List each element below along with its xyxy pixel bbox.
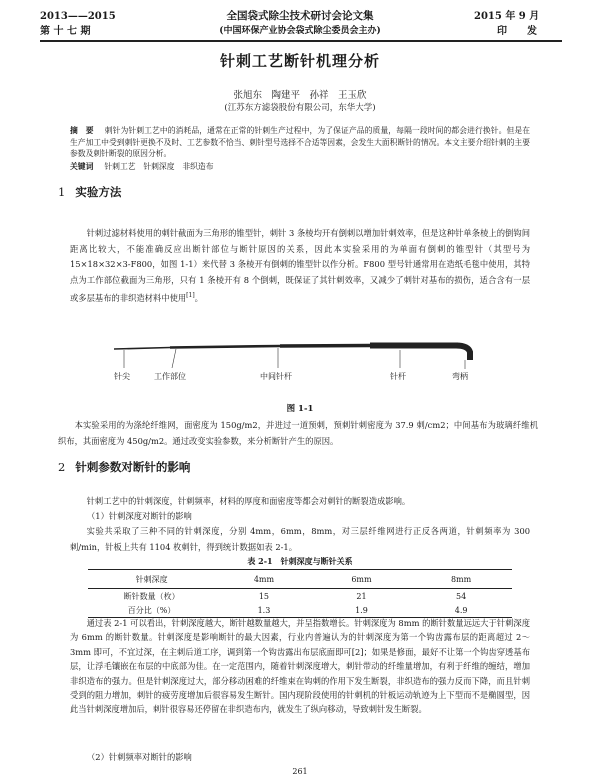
leader-working [172,349,176,368]
section-1-title: 实验方法 [75,185,122,199]
section-1-after-figure-text: 本实验采用的为涤纶纤维网，面密度为 150g/m2，并进过一道预刺，预刺针刺密度为 37.9 刺/cm2；中间基布为玻璃纤维机织布，其面密度为 450g/m2。通过改变实验参数，来分析断针产生的原因。 [58,420,538,446]
needle-middle-shank [280,346,370,347]
table-cell: 4.9 [410,603,512,618]
table-header-row [88,570,512,589]
article-affiliation: (江苏东方滤袋股份有限公司，东华大学) [224,103,376,113]
table-header-cell: 8mm [410,570,512,589]
abstract-text: 刺针为针刺工艺中的消耗品，通常在正常的针刺生产过程中，为了保证产品的质量，每隔一段时间的都会进行换针。但是在生产加工中受到刺针更换不及时、工艺参数不恰当、刺针型号选择不合适等因素，会发生大面积断针的情况。本文主要介绍针刺的主要参数及刺针断裂的原因分析。 [70,126,531,158]
header-proceedings-title: 全国袋式除尘技术研讨会论文集 [226,10,374,22]
section-2-intro [70,494,530,510]
subsection-1-text: 实验共采取了三种不同的针刺深度，分别 4mm，6mm，8mm，对三层纤维网进行正反各两道，针刺频率为 300 刺/min，针板上共有 1104 枚刺针，得到统计数据如表 2-1。 [70,526,530,552]
analysis-text: 通过表 2-1 可以看出，针刺深度越大，断针越数量越大，并呈指数增长。针刺深度为 8mm 的断针数量远远大于针刺深度为 6mm 的断针数量。针刺深度是影响断针的最大因素，行业内普遍认为的针刺深度为第一个钩齿露布层的距离超过 2～3mm 即可，不宜过深，在主刺后道工序，调到第一个钩齿露出布层底面即可[2]；如果是修面，最好不让第一个钩齿穿透基布层，让浮毛镶嵌在布层的中底部为佳。在一定范围内，随着针刺深度增大，刺针带动的纤维量增加，有利于纤维的缠结，增加非织造布的强力。但是针刺深度过大，部分移动困难的纤维束在钩刺的作用下发生断裂，非织造布的强力反而下降，而且针刺受到的阻力增加，刺针的疲劳度增加后很容易发生断针。国内现阶段使用的针刺机的针板运动轨迹为上下型而不是椭圆型，因此当针刺深度增加后，刺针很容易还停留在非织造布内，就发生了纵向移动，导致刺针发生断裂。 [70,618,530,715]
table-header-cell: 6mm [313,570,411,589]
article-authors: 张旭东 陶建平 孙祥 王玉欣 [233,90,367,101]
header-issue: 第 十 七 期 [40,26,91,37]
figure-label-shank: 针杆 [390,372,406,381]
figure-label-working-part: 工作部位 [154,372,186,381]
section-2-intro-text: 针刺工艺中的针刺深度，针刺频率，材料的厚度和面密度等都会对刺针的断裂造成影响。 [86,496,411,506]
citation-1: [1] [186,292,195,300]
section-1-paragraph [70,226,530,307]
keywords [70,161,530,172]
section-2-number: 2 [58,460,66,474]
header-print-mark: 印 发 [497,26,537,37]
section-1-number: 1 [58,185,66,199]
table-cell: 21 [356,591,367,601]
section-1-heading [58,184,121,200]
subsection-1-analysis [70,616,530,717]
table-cell: 1.3 [215,603,313,618]
header-organizer: (中国环保产业协会袋式除尘委员会主办) [219,26,381,36]
section-1-text: 针刺过滤材料使用的刺针截面为三角形的锥型针，刺针 3 条棱均开有倒刺以增加针刺效率，但是这种针单条棱上的倒钩间距离比较大，不能准确反应出断针部位与断针原因的关系，因此本实验采用的为单面有倒刺的锥型针（其型号为 15×18×32×3-F800，如图 1-1）来代替 3 条棱开有倒刺的锥型针以作分析。F800 型号针通常用在造纸毛毯中使用，其特点为工作部位截面为三角形，只有 1 条棱开有 8 个倒刺，既保证了其针刺效率，又减少了刺针对基布的损伤，适合含有一层或多层基布的非织造材料中使用 [70,228,530,304]
subsection-1-paragraph [70,524,530,555]
table-caption: 表 2-1 针刺深度与断针关系 [247,556,353,566]
needle-crank-bend [456,346,470,361]
section-2-heading [58,459,190,475]
table-cell: 15 [258,591,270,601]
table-header-cell: 针刺深度 [88,570,215,589]
table-row [88,589,512,604]
section-2-title: 针刺参数对断针的影响 [75,460,191,474]
table-header-cell: 4mm [215,570,313,589]
header-rule [40,40,562,42]
section-1-text-end: 。 [194,293,203,304]
section-1-after-figure [58,418,538,449]
subsection-2-heading: （2）针刺频率对断针的影响 [87,752,192,762]
abstract-label: 摘 要 [70,126,94,135]
keywords-label: 关键词 [70,162,94,171]
table-cell: 1.9 [313,603,411,618]
figure-label-middle-shank: 中间针杆 [260,372,292,381]
header-date: 2015 年 9 月 [474,11,540,22]
header-year-range: 2013——2015 [40,11,116,22]
needle-tip-line [114,348,170,350]
table-cell: 百分比（%） [88,603,215,618]
keywords-text: 针刺工艺 针刺深度 非织造布 [104,162,214,171]
needle-working-part [170,346,280,348]
figure-label-crank: 弯柄 [452,372,468,381]
article-title: 针刺工艺断针机理分析 [219,52,380,70]
table-cell: 断针数量（枚） [123,591,180,601]
figure-caption: 图 1-1 [286,404,314,414]
figure-label-tip: 针尖 [114,372,130,381]
abstract [70,125,530,160]
depth-breakage-table [88,569,512,618]
table-cell: 54 [456,591,467,601]
page-number: 261 [292,767,308,776]
needle-shank [370,343,458,349]
subsection-1-heading: （1）针刺深度对断针的影响 [87,511,192,521]
